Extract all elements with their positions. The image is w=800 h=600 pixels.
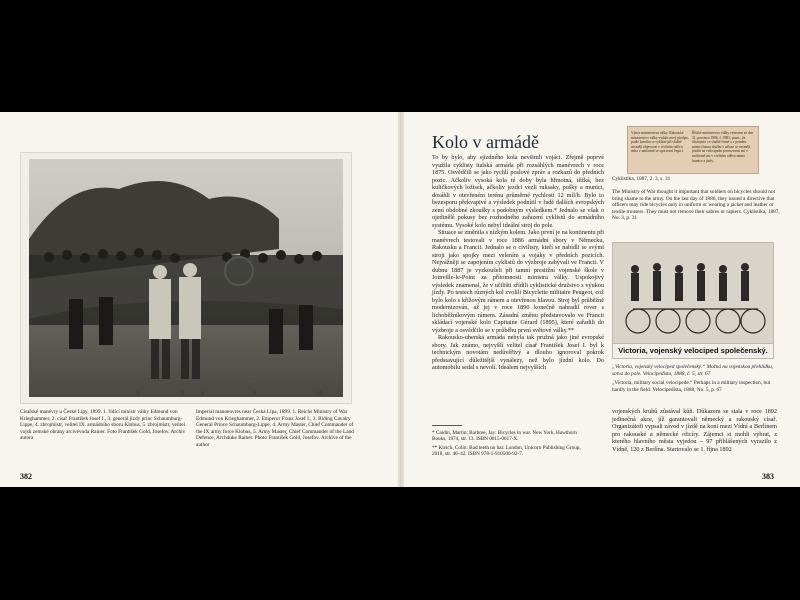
document-text-right: Říšské ministerstvo války výnosem ze dne 31. prosince 1886, č. 5983, praes., že důstojníci ve službě činné a v poměru mimo činnou službu v záloze se nesmějí jezditi na velocipedu provozovati ani v uniformě ani v civilním oděvu mimo hranice a jízdy. xyxy=(692,131,754,163)
footnote-2: ** Kirsch, Colin: Bad teeth no bar. London, Unicorn Publishing Group, 2018, str. 40–42. ISBN 978-1-910500-92-7. xyxy=(432,444,581,458)
gutter xyxy=(398,112,404,487)
paragraph-4: vojenských kruhů zůstával kůň. Důkazem se stala v roce 1892 jedinečná akce, jíž garantovali německý a rakouský císař. Organizátoři vypsali závod v jízdě na koni mezi Vídní a Berlínem pro rakouské a německé oficíry. Zájemci si mohli vybrat, z kterého hlavního města vyjedou – 97 přihlášených vyrazilo z Vídně, 120 z Berlína. Startovalo se 1. října 1892 xyxy=(612,408,777,453)
engraving-label: Victoria, vojenský velociped společenský. xyxy=(613,343,773,358)
footnote-rule xyxy=(432,425,462,426)
photo-number-2: 2 xyxy=(181,391,184,397)
second-text-column xyxy=(612,408,777,453)
footnote-1: * Caidin, Martin; Barbree, Jay: Bicycles in war. New York, Hawthorn Books, 1974, str. 13. ISBN 0015-0617-X. xyxy=(432,430,577,443)
footnotes xyxy=(432,430,592,458)
page-number-right: 383 xyxy=(762,472,774,481)
photo-number-1: 1 xyxy=(136,391,139,397)
photo-number-4: 4 xyxy=(253,391,256,397)
chapter-title: Kolo v armádě xyxy=(432,132,539,152)
photo-caption-english: Imperial manoeuvres near Česká Lípa, 1899. 1. Reichs Ministry of War Edmund von Krieghammer, 2. Emperor Franz Josef I., 3. Riding Cavalry General Prince Schaumburg-Lippe, 4. Army Master, Chief Commander of the IX army force Klobus, 5. Army Master, Chief Commander of the Land Defence, Archduke Rainer. Photo František Gold, Josefov. Archive of the author xyxy=(196,409,354,448)
engraving-caption-english: „Victoria, military social velocipede.“ Perhaps in a military inspection, but hardly in the field. Velocipedista, 1888, No. 5, p. 67 xyxy=(612,380,771,393)
paragraph-3: Rakousko-uherská armáda nebyla tak pružná jako jiné evropské sbory. Jak známo, nejvyšší velitel císař František Josef I. byl k technickým novotám nedůvěřivý a dlouho ignoroval pokrok představující důležitější vynálezy, než bylo jízdní kolo. Do automobilu sedal s nevolí. Ideálem nejvyšších xyxy=(432,334,604,371)
photo-caption-czech: Císařské manévry u České Lípy, 1899. 1. řídící ministr války Edmund von Krieghammer, 2. císař František Josef I., 3. generál jízdy princ Schaumburg-Lippe, 4. zbrojmistr, velitel IX. armádního sboru Klobus, 5. zbrojmistr, velitel vojsk zemské obrany arcivévoda Rainer. Foto František Gold, Josefov. Archiv autora xyxy=(20,409,186,442)
paragraph-2: Situace se změnila s nízkým kolem. Jako první je na kontinentu při manévrech testovali v roce 1886 armádní sbory v Německu, Rakousku a Francii. Jednalo se o civilisty, kteří se nabídli se svými stroji jako spojky mezi velením a vojáky v předních pozicích. Nejvážněji se zapojením cyklistů do výzbroje zabývali ve Francii. V dubnu 1887 je vyzkoušeli při tamní prestižní vojenské škole v Joinville-le-Point za přítomnosti ministra války. Uspokojivý výsledek znamenal, že v učilišti zřídili cyklistické družstvo s výukou jízdy. Po testech různých kol zvolili Bicyclette militaire Peugeot, což bylo kolo s křížovým rámem a otevřenou hlavou. Stroj byl průběžně modernizován, až jej v roce 1890 konečně nahradil rover s lichoběžníkovým rámem. Zásadní změnu představovalo ve Francii skládací vojenské kolo Capitaine Gérard (1895), které zařadili do výzbroje a osvědčilo se v průběhu první světové války.** xyxy=(432,229,604,334)
archive-document-clipping xyxy=(627,126,759,174)
main-text-column xyxy=(432,154,604,372)
photo-number-5: 5 xyxy=(319,391,322,397)
book-spread xyxy=(0,112,800,487)
photo-number-3: 3 xyxy=(201,391,204,397)
historical-photo xyxy=(20,152,352,404)
page-number-left: 382 xyxy=(20,472,32,481)
manoeuvres-photo-image xyxy=(29,159,343,397)
paragraph-1: To by bylo, aby sjízdného kola nevšimli vojáci. Zřejmě poprvé využila cyklisty italská armáda při rozsáhlých manévrech v roce 1875. Osvědčili se jako rychlí poslové zpráv a rozkazů do předních pozic. Ačkoliv vysoká kola té doby byla hřmotná, těžká, bez kuličkových ložisek, ačkoliv jezdci vezli ruksaky, pušky a munici, dosáhli v otevřeném terénu průměrné rychlosti 12 míl/h. Bylo to bezesporu překvapivé a výsledek podnítil v řadě dalších evropských zemí obdobné zkoušky s podobným výsledkem.* Jednalo se však o ojedinělé pokusy bez rozhodného zařazení cyklistů do armádního systému. Vysoké kolo nebyl ideální stroj do pole. xyxy=(432,154,604,229)
soldiers-velocipede-illustration xyxy=(613,243,773,343)
document-text-left: Výnos ministerstva války. Rakouské ministerstvo války vydalo nový předpis, podle kterého se cyklisté při službě nesmějí objevovat v civilním oděvu nebo v uniformě se sportovní čepicí. xyxy=(631,131,689,154)
document-source: Cyklistika, 1887, 2. 3, s. 31 xyxy=(612,176,671,182)
engraving-caption-czech: „Victoria, vojenský velociped společenský.“ Možná na vojenskou přehlídku, sotva do pole. Velocipedista, 1888, č. 5, str. 67 xyxy=(612,364,774,377)
victoria-engraving xyxy=(612,242,774,359)
document-english-caption: The Ministry of War thought it important that soldiers on bicycles should not bring shame to the army. On the last day of 1886, they issued a directive that officers may ride bicycles only in uniform or wearing a jacket and leather or textile trousers. They must not remove their sabres or rapiers. Cyklistika, 1887, No. 3, p. 31 xyxy=(612,189,780,221)
